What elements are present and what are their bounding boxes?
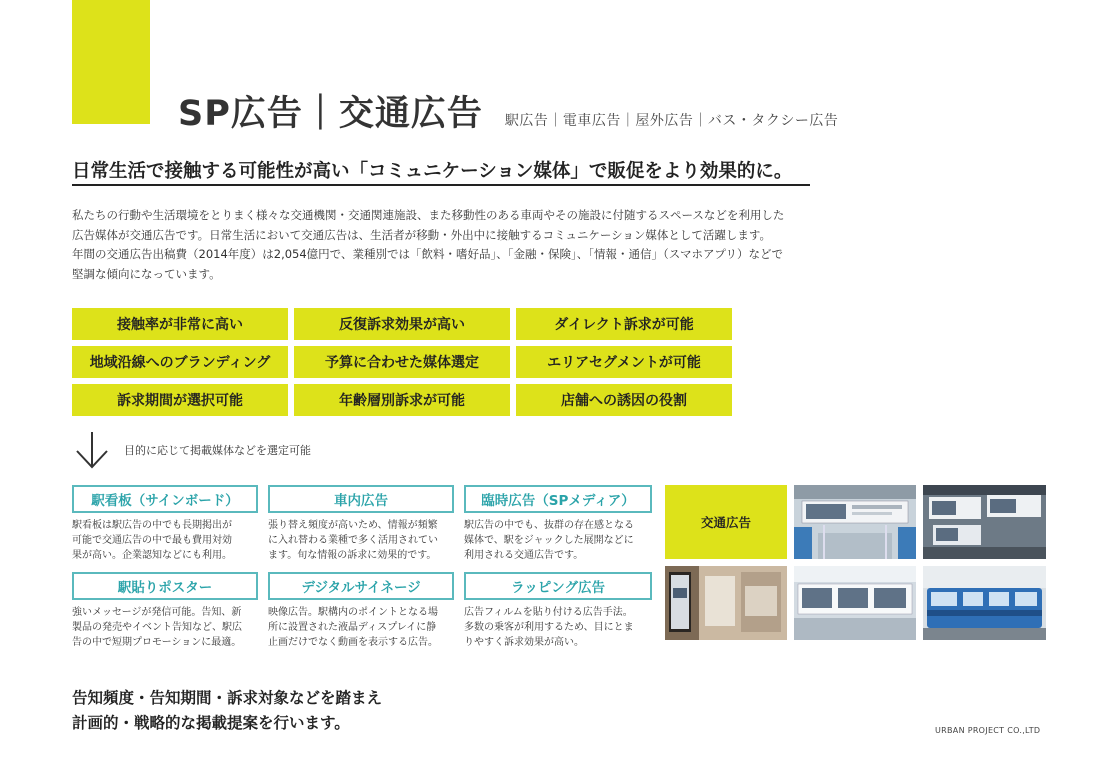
desc-line: ます。旬な情報の訴求に効果的です。 (268, 550, 437, 561)
desc-line: 利用される交通広告です。 (464, 550, 584, 561)
arrow-down-icon (74, 430, 110, 470)
page-title: SP広告｜交通広告 (178, 94, 483, 134)
merit-item: 反復訴求効果が高い (294, 308, 510, 340)
intro-line: 私たちの行動や生活環境をとりまく様々な交通機関・交通関連施設、また移動性のある車両やその施設に付随するスペースなどを利用した (72, 208, 785, 222)
digital-signage-photo (665, 566, 787, 640)
merit-item: 店舗への誘因の役割 (516, 384, 732, 416)
desc-line: 所に設置された液晶ディスプレイに静 (268, 622, 437, 633)
headline: 日常生活で接触する可能性が高い「コミュニケーション媒体」で販促をより効果的に。 (72, 161, 793, 182)
desc-line: 駅看板は駅広告の中でも長期掲出が (72, 520, 232, 531)
desc-line: 広告フィルムを貼り付ける広告手法。 (464, 607, 633, 618)
arrow-note: 目的に応じて掲載媒体などを選定可能 (124, 444, 311, 457)
desc-line: 駅広告の中でも、抜群の存在感となる (464, 520, 634, 531)
media-label: デジタルサイネージ (268, 572, 454, 600)
station-jack-ad-photo (794, 566, 916, 640)
desc-line: 多数の乗客が利用するため、目にとま (464, 622, 634, 633)
media-description (268, 518, 454, 564)
media-label: ラッピング広告 (464, 572, 652, 600)
media-card (268, 485, 454, 564)
page-header (178, 86, 838, 136)
media-card (464, 485, 652, 564)
intro-line: 広告媒体が交通広告です。日常生活において交通広告は、生活者が移動・外出中に接触するコミュニケーション媒体として活躍します。 (72, 227, 771, 242)
desc-line: りやすく訴求効果が高い。 (464, 637, 584, 648)
media-label: 車内広告 (268, 485, 454, 513)
media-description (72, 518, 258, 564)
media-label: 駅看板（サインボード） (72, 485, 258, 513)
merit-item: 年齢層別訴求が可能 (294, 384, 510, 416)
merit-item: エリアセグメントが可能 (516, 346, 732, 378)
train-interior-ad-photo (794, 485, 916, 559)
media-description (464, 518, 652, 564)
desc-line: に入れ替わる業種で多く活用されてい (268, 535, 438, 546)
headline-underline (72, 184, 810, 186)
merit-item: ダイレクト訴求が可能 (516, 308, 732, 340)
intro-line: 堅調な傾向になっています。 (72, 266, 221, 281)
page-subtitle: 駅広告｜電車広告｜屋外広告｜バス・タクシー広告 (504, 113, 839, 129)
media-card (464, 572, 652, 651)
merit-item: 予算に合わせた媒体選定 (294, 346, 510, 378)
desc-line: 映像広告。駅構内のポイントとなる場 (268, 607, 438, 618)
media-grid (72, 485, 652, 659)
desc-line: 強いメッセージが発信可能。告知、新 (72, 607, 242, 618)
station-hanging-ad-photo (923, 485, 1046, 559)
desc-line: 製品の発売やイベント告知など、駅広 (72, 622, 242, 633)
desc-line: 媒体で、駅をジャックした展開などに (464, 535, 634, 546)
media-card (72, 572, 258, 651)
media-label: 駅貼りポスター (72, 572, 258, 600)
media-label: 臨時広告（SPメディア） (464, 485, 652, 513)
merit-item: 訴求期間が選択可能 (72, 384, 288, 416)
intro-line: 年間の交通広告出稿費（2014年度）は2,054億円で、業種別では「飲料・嗜好品」、「金融・保険」、「情報・通信」（スマホアプリ）などで (72, 247, 784, 261)
desc-line: 張り替え頻度が高いため、情報が頻繁 (268, 520, 438, 531)
closing-line: 告知頻度・告知期間・訴求対象などを踏まえ (72, 689, 383, 707)
media-description (268, 605, 454, 651)
media-card (72, 485, 258, 564)
media-description (72, 605, 258, 651)
merit-item: 接触率が非常に高い (72, 308, 288, 340)
closing-message (72, 686, 382, 736)
desc-line: 可能で交通広告の中で最も費用対効 (72, 535, 232, 546)
desc-line: 果が高い。企業認知などにも利用。 (72, 550, 232, 561)
photo-grid (665, 485, 1047, 640)
desc-line: 告の中で短期プロモーションに最適。 (72, 637, 242, 648)
media-description (464, 605, 652, 651)
merit-item: 地域沿線へのブランディング (72, 346, 288, 378)
accent-block (72, 0, 150, 124)
closing-line: 計画的・戦略的な掲載提案を行います。 (72, 714, 350, 732)
merit-grid (72, 308, 732, 416)
intro-paragraph (72, 206, 892, 284)
desc-line: 止画だけでなく動画を表示する広告。 (268, 637, 438, 648)
wrapped-train-photo (923, 566, 1046, 640)
company-name: URBAN PROJECT CO.,LTD (935, 726, 1041, 735)
photo-panel-label: 交通広告 (665, 485, 787, 559)
media-card (268, 572, 454, 651)
